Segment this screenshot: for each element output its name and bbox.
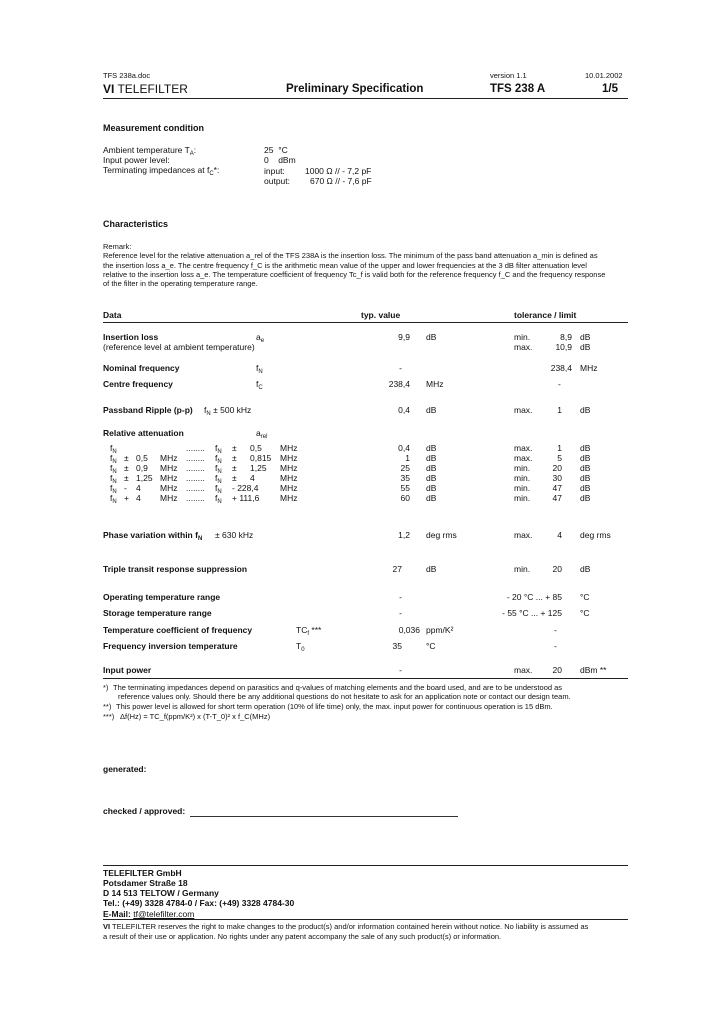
company-city: D 14 513 TELTOW / Germany <box>103 888 219 898</box>
centre-freq-unit: MHz <box>426 379 444 389</box>
brand-mark: VI <box>103 82 115 96</box>
att-from-unit: MHz <box>160 483 178 493</box>
tcf-lim: - <box>554 625 557 635</box>
op-temp-label: Operating temperature range <box>103 592 221 602</box>
ripple-cond: $f_N \pm 500$ kHz <box>204 405 252 417</box>
att-to-symbol: $f_N$ <box>215 483 222 495</box>
insertion-loss-min-val: 8,9 <box>560 332 572 342</box>
term-label: Terminating impedances at $f_C*$: <box>103 165 220 177</box>
phase-unit: deg rms <box>426 530 457 540</box>
att-from-unit: MHz <box>160 453 178 463</box>
company-email-row <box>103 909 194 919</box>
att-from-value: 4 <box>136 483 141 493</box>
st-temp-lim: - 55 °C ... + 125 <box>502 608 562 618</box>
att-from-value: 1,25 <box>136 473 153 483</box>
op-temp-typ: - <box>399 592 402 602</box>
input-power-row-lim-unit: dBm ** <box>580 665 607 675</box>
rel-att-symbol: $a_{rel}$ <box>256 428 268 440</box>
insertion-loss-unit: dB <box>426 332 437 342</box>
att-unit: dB <box>426 483 437 493</box>
att-to-op: ± <box>232 453 237 463</box>
input-power-label: Input power level: <box>103 155 170 165</box>
att-from-op: + <box>124 493 129 503</box>
att-unit: dB <box>426 463 437 473</box>
att-from-op: ± <box>124 463 129 473</box>
att-unit: dB <box>426 443 437 453</box>
insertion-loss-min-unit: dB <box>580 332 591 342</box>
att-to-symbol: $f_N$ <box>215 443 222 455</box>
term-input-value: 1000 Ω // - 7,2 pF <box>305 166 372 176</box>
note-text: reference values only. Should there be any additional questions do not hesitate to ask for an application note or contact our design team. <box>118 692 571 701</box>
input-power-row-label: Input power <box>103 665 152 675</box>
triple-label: Triple transit response suppression <box>103 564 248 574</box>
st-temp-label: Storage temperature range <box>103 608 212 618</box>
att-lim-val: 1 <box>557 443 562 453</box>
tcf-label: Temperature coefficient of frequency <box>103 625 253 635</box>
centre-freq-lim: - <box>558 379 561 389</box>
att-lim-unit: dB <box>580 473 591 483</box>
att-from-unit: MHz <box>160 463 178 473</box>
remark-line: relative to the insertion loss a_e. The temperature coefficient of frequency Tc_f is valid both for the reference frequency f_C and the frequency response <box>103 270 606 279</box>
insertion-loss-sub: (reference level at ambient temperature) <box>103 342 255 352</box>
att-lim: min. <box>514 463 531 473</box>
input-power-row-typ: - <box>399 665 402 675</box>
signature-line <box>190 816 458 817</box>
generated-label: generated: <box>103 764 147 774</box>
att-typ: 55 <box>400 483 410 493</box>
att-from-symbol: $f_N$ <box>110 493 117 505</box>
att-to-symbol: $f_N$ <box>215 463 222 475</box>
att-to-symbol: $f_N$ <box>215 453 222 465</box>
att-lim: max. <box>514 443 533 453</box>
email-link[interactable]: tf@telefilter.com <box>133 909 195 919</box>
characteristics-heading: Characteristics <box>103 219 169 229</box>
ripple-lim: max. <box>514 405 533 415</box>
att-lim: min. <box>514 493 531 503</box>
att-from-value: 4 <box>136 493 141 503</box>
triple-lim: min. <box>514 564 531 574</box>
att-dots: ........ <box>186 473 205 483</box>
phase-lim-val: 4 <box>557 530 562 540</box>
term-output-label: output: <box>264 176 290 186</box>
att-lim: max. <box>514 453 533 463</box>
triple-lim-val: 20 <box>552 564 562 574</box>
insertion-loss-label: Insertion loss <box>103 332 159 342</box>
att-lim: min. <box>514 483 531 493</box>
tcf-symbol: $TC_f$ *** <box>296 625 322 637</box>
insertion-loss-min: min. <box>514 332 531 342</box>
inv-temp-unit: °C <box>426 641 436 651</box>
brand-name: TELEFILTER <box>117 82 188 96</box>
att-to-unit: MHz <box>280 483 298 493</box>
ambient-label: Ambient temperature $T_A$: <box>103 145 197 157</box>
phase-cond: ± 630 kHz <box>215 530 254 540</box>
header-rule <box>103 98 628 99</box>
measurement-heading: Measurement condition <box>103 123 205 133</box>
att-to-unit: MHz <box>280 473 298 483</box>
footer-rule <box>103 865 628 866</box>
att-unit: dB <box>426 453 437 463</box>
centre-freq-label: Centre frequency <box>103 379 173 389</box>
nominal-freq-val: 238,4 <box>550 363 572 373</box>
inv-temp-symbol: $T_0$ <box>296 641 305 653</box>
tcf-typ: 0,036 <box>398 625 420 635</box>
att-lim-unit: dB <box>580 443 591 453</box>
op-temp-unit: °C <box>580 592 590 602</box>
ripple-lim-unit: dB <box>580 405 591 415</box>
att-dots: ........ <box>186 483 205 493</box>
insertion-loss-max-unit: dB <box>580 342 591 352</box>
company-street: Potsdamer Straße 18 <box>103 878 188 888</box>
note-mark: ***) <box>103 712 115 721</box>
att-unit: dB <box>426 493 437 503</box>
part-number: TFS 238 A <box>490 83 546 95</box>
insertion-loss-max: max. <box>514 342 533 352</box>
att-typ: 0,4 <box>398 443 410 453</box>
remark-line: the insertion loss a_e. The centre frequency f_C is the arithmetic mean value of the upper and lower frequencies at the 3 dB filter attenuation level <box>103 261 587 270</box>
doc-title: Preliminary Specification <box>286 83 424 95</box>
att-from-unit: MHz <box>160 493 178 503</box>
att-unit: dB <box>426 473 437 483</box>
att-dots: ........ <box>186 493 205 503</box>
nominal-freq-label: Nominal frequency <box>103 363 180 373</box>
inv-temp-lim: - <box>554 641 557 651</box>
checked-label: checked / approved: <box>103 806 186 816</box>
centre-freq-symbol: $f_C$ <box>256 379 263 391</box>
remark-line: of the filter in the operating temperature range. <box>103 279 258 288</box>
insertion-loss-typ: 9,9 <box>398 332 410 342</box>
att-to-value: 4 <box>250 473 255 483</box>
att-dots: ........ <box>186 443 205 453</box>
att-to-value: 0,815 <box>250 453 272 463</box>
att-to-op: - 228,4 <box>232 483 259 493</box>
term-input-label: input: <box>264 166 285 176</box>
ripple-typ: 0,4 <box>398 405 410 415</box>
header-date: 10.01.2002 <box>585 71 623 80</box>
att-lim-val: 30 <box>552 473 562 483</box>
att-lim-val: 47 <box>552 483 562 493</box>
att-from-symbol: $f_N$ <box>110 463 117 475</box>
page-number: 1/5 <box>602 83 618 95</box>
note-mark: *) <box>103 683 109 692</box>
att-to-symbol: $f_N$ <box>215 493 222 505</box>
disclaimer-line: a result of their use or application. No rights under any patent accompany the sale of any such product(s) or information. <box>103 932 502 941</box>
company-phone: Tel.: (+49) 3328 4784-0 / Fax: (+49) 3328 4784-30 <box>103 898 295 908</box>
op-temp-lim: - 20 °C ... + 85 <box>506 592 562 602</box>
nominal-freq-typ: - <box>399 363 402 373</box>
att-to-op: ± <box>232 473 237 483</box>
table-bottom-rule <box>103 678 628 679</box>
att-from-symbol: $f_N$ <box>110 443 117 455</box>
att-to-unit: MHz <box>280 463 298 473</box>
att-dots: ........ <box>186 463 205 473</box>
footer-rule-2 <box>103 919 628 920</box>
att-lim-unit: dB <box>580 463 591 473</box>
centre-freq-typ: 238,4 <box>388 379 410 389</box>
att-from-op: ± <box>124 453 129 463</box>
input-power-row-lim-val: 20 <box>552 665 562 675</box>
company-name: TELEFILTER GmbH <box>103 868 182 878</box>
att-lim-unit: dB <box>580 453 591 463</box>
att-from-unit: MHz <box>160 473 178 483</box>
att-typ: 35 <box>400 473 410 483</box>
att-typ: 1 <box>405 453 410 463</box>
input-power-row-lim: max. <box>514 665 533 675</box>
ambient-value: 25 °C <box>264 145 288 155</box>
att-to-value: 1,25 <box>250 463 267 473</box>
att-lim-unit: dB <box>580 493 591 503</box>
att-to-op: ± <box>232 463 237 473</box>
remark-line: Reference level for the relative attenuation a_rel of the TFS 238A is the insertion loss. The minimum of the pass band attenuation a_min is defined as <box>103 251 598 260</box>
email-label: E-Mail: <box>103 909 131 919</box>
att-dots: ........ <box>186 453 205 463</box>
att-to-symbol: $f_N$ <box>215 473 222 485</box>
att-to-op: + 111,6 <box>232 493 260 503</box>
term-output-value: 670 Ω // - 7,6 pF <box>310 176 372 186</box>
att-typ: 25 <box>400 463 410 473</box>
att-lim-val: 20 <box>552 463 562 473</box>
att-from-value: 0,5 <box>136 453 148 463</box>
input-power-value: 0 dBm <box>264 155 296 165</box>
att-from-value: 0,9 <box>136 463 148 473</box>
att-to-op: ± <box>232 443 237 453</box>
ripple-unit: dB <box>426 405 437 415</box>
att-lim-val: 5 <box>557 453 562 463</box>
col-header-tolerance: tolerance / limit <box>514 310 577 320</box>
att-from-symbol: $f_N$ <box>110 453 117 465</box>
insertion-loss-symbol: $a_e$ <box>256 332 265 344</box>
note-mark: **) <box>103 702 112 711</box>
att-lim: min. <box>514 473 531 483</box>
col-header-data: Data <box>103 310 122 320</box>
header-filename: TFS 238a.doc <box>103 71 151 80</box>
ripple-label: Passband Ripple (p-p) <box>103 405 193 415</box>
inv-temp-typ: 35 <box>392 641 402 651</box>
header-version: version 1.1 <box>490 71 527 80</box>
phase-typ: 1,2 <box>398 530 410 540</box>
att-to-unit: MHz <box>280 493 298 503</box>
insertion-loss-max-val: 10,9 <box>555 342 572 352</box>
tcf-unit: ppm/K² <box>426 625 454 635</box>
nominal-freq-unit: MHz <box>580 363 598 373</box>
col-header-typ: typ. value <box>361 310 401 320</box>
att-from-symbol: $f_N$ <box>110 483 117 495</box>
triple-unit: dB <box>426 564 437 574</box>
phase-lim-unit: deg rms <box>580 530 611 540</box>
remark-label: Remark: <box>103 242 132 251</box>
st-temp-unit: °C <box>580 608 590 618</box>
triple-lim-unit: dB <box>580 564 591 574</box>
nominal-freq-symbol: $f_N$ <box>256 363 263 375</box>
att-typ: 60 <box>400 493 410 503</box>
ripple-lim-val: 1 <box>557 405 562 415</box>
att-from-op: - <box>124 483 127 493</box>
note-text: This power level is allowed for short term operation (10% of life time) only, the max. input power for continuous operation is 15 dBm. <box>116 702 553 711</box>
header-brand <box>103 82 188 96</box>
st-temp-typ: - <box>399 608 402 618</box>
att-to-value: 0,5 <box>250 443 262 453</box>
triple-typ: 27 <box>392 564 402 574</box>
att-to-unit: MHz <box>280 443 298 453</box>
att-lim-unit: dB <box>580 483 591 493</box>
att-from-op: ± <box>124 473 129 483</box>
note-text: The terminating impedances depend on parasitics and q-values of matching elements and the board used, and are to be understood as <box>113 683 563 692</box>
disclaimer-line: VI TELEFILTER reserves the right to make changes to the product(s) and/or information contained herein without notice. No liability is assumed as <box>103 922 589 931</box>
att-to-unit: MHz <box>280 453 298 463</box>
note-text: Δf(Hz) = TC_f(ppm/K²) x (T-T_0)² x f_C(MHz) <box>120 712 271 721</box>
rel-att-label: Relative attenuation <box>103 428 184 438</box>
att-from-symbol: $f_N$ <box>110 473 117 485</box>
phase-label: Phase variation within $f_N$ <box>103 530 203 542</box>
table-rule <box>103 322 628 323</box>
inv-temp-label: Frequency inversion temperature <box>103 641 238 651</box>
phase-lim: max. <box>514 530 533 540</box>
att-lim-val: 47 <box>552 493 562 503</box>
